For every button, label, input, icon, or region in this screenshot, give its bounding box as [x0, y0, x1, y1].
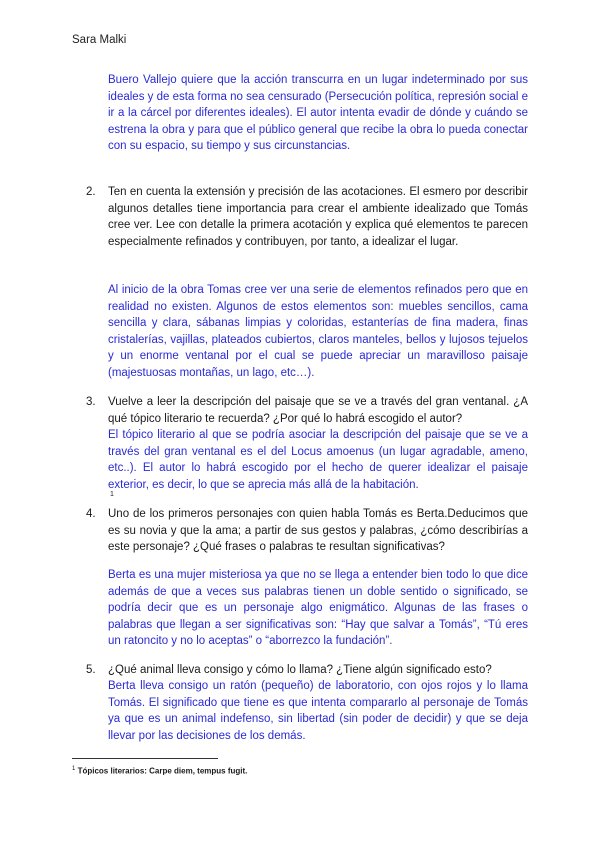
footnote-mark: 1: [72, 766, 76, 772]
question-5: ¿Qué animal lleva consigo y cómo lo llama? ¿Tiene algún significado esto?: [108, 664, 492, 676]
footnote-reference: 1: [110, 491, 114, 498]
footnote: [72, 766, 247, 776]
answer-2: Al inicio de la obra Tomas cree ver una serie de elementos refinados pero que en realidad no existen. Algunos de estos elementos son: muebles sencillos, cama sencilla y clara, sábanas limpias y coloridas, estanterías de fina madera, finas cristalerías, vajillas, plateados cubiertos, claros manteles, bellos y lujosos tejuelos y un enorme ventanal por el cual se puede apreciar un maravilloso paisaje (majestuosas montañas, un lago, etc…).: [108, 284, 528, 379]
question-2: Ten en cuenta la extensión y precisión de las acotaciones. El esmero por describir algunos detalles tiene importancia para crear el ambiente idealizado que Tomás cree ver. Lee con detalle la primera acotación y explica qué elementos te parecen especialmente refinados y contribuyen, por tanto, a idealizar el lugar.: [108, 186, 528, 248]
answer-1: Buero Vallejo quiere que la acción transcurra en un lugar indeterminado por sus ideales y de esta forma no sea censurado (Persecución política, represión social e ir a la cárcel por diferentes ideales). El autor intenta evadir de dónde y cuándo se estrena la obra y para que el público general que recibe la obra lo pueda conectar con su espacio, su tiempo y sus circunstancias.: [108, 74, 528, 152]
answer-3: El tópico literario al que se podría asociar la descripción del paisaje que se ve a través del gran ventanal es el del Locus amoenus (un lugar agradable, ameno, etc..). El autor lo habrá escogido por el hecho de querer idealizar el paisaje exterior, es decir, lo que se aprecia más allá de la habitación.: [108, 429, 528, 491]
item-number-2: 2.: [86, 186, 96, 198]
answer-5: Berta lleva consigo un ratón (pequeño) de laboratorio, con ojos rojos y lo llama Tomás. El significado que tiene es que intenta compararlo al personaje de Tomás ya que es un animal indefenso, sin libertad (sin poder de decidir) y que se deja llevar por las decisiones de los demás.: [108, 680, 528, 742]
question-4: Uno de los primeros personajes con quien habla Tomás es Berta.Deducimos que es su novia y que la ama; a partir de sus gestos y palabras, ¿cómo describirías a este personaje? ¿Qué frases o palabras te resultan significativas?: [108, 508, 528, 553]
answer-4: Berta es una mujer misteriosa ya que no se llega a entender bien todo lo que dice además de que a veces sus palabras tienen un doble sentido o significado, se podría decir que es un personaje algo enigmático. Algunas de las frases o palabras que llegan a ser significativas son: “Hay que salvar a Tomás”, “Tú eres un ratoncito y no lo aceptas” o “aborrezco la fundación”.: [108, 569, 528, 647]
item-number-5: 5.: [86, 664, 96, 676]
item-number-4: 4.: [86, 508, 96, 520]
question-3: Vuelve a leer la descripción del paisaje que se ve a través del gran ventanal. ¿A qué tópico literario te recuerda? ¿Por qué lo habrá escogido el autor?: [108, 396, 528, 425]
item-number-3: 3.: [86, 396, 96, 408]
footnote-separator: [72, 758, 218, 759]
footnote-text: Tópicos literarios: Carpe diem, tempus fugit.: [77, 766, 248, 776]
page-header-author: Sara Malki: [72, 34, 127, 46]
